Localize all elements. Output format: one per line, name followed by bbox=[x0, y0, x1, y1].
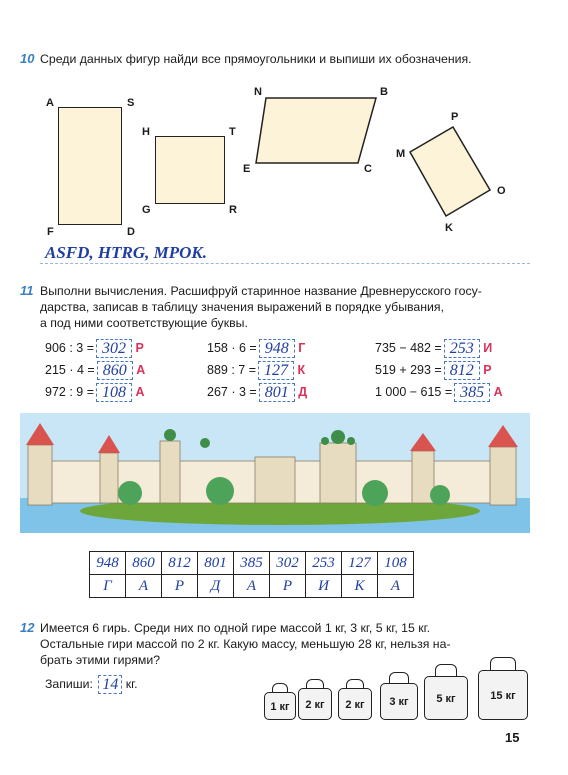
answer-box[interactable]: 860 bbox=[97, 361, 133, 380]
code-letter: А bbox=[493, 384, 503, 399]
table-cell[interactable]: Д bbox=[198, 575, 234, 598]
vertex-label: A bbox=[46, 97, 54, 109]
answer-box[interactable]: 812 bbox=[444, 361, 480, 380]
vertex-label: B bbox=[380, 86, 388, 98]
task-text-line: Выполни вычисления. Расшифруй старинное название Древнерусского госу- bbox=[40, 284, 482, 298]
vertex-label: N bbox=[254, 86, 262, 98]
table-cell[interactable]: И bbox=[306, 575, 342, 598]
table-cell[interactable]: 253 bbox=[306, 552, 342, 575]
task-text-line: брать этими гирями? bbox=[40, 653, 161, 667]
task-text: Среди данных фигур найди все прямоугольники и выпиши их обозначения. bbox=[40, 52, 472, 66]
answer-box[interactable]: 14 bbox=[98, 675, 122, 694]
answer-box[interactable]: 948 bbox=[259, 339, 295, 358]
vertex-label: H bbox=[142, 126, 150, 138]
table-cell[interactable]: 127 bbox=[342, 552, 378, 575]
code-letter: Г bbox=[298, 340, 306, 355]
rectangle-mpok bbox=[410, 127, 490, 216]
table-cell[interactable]: А bbox=[234, 575, 270, 598]
task-text bbox=[40, 620, 530, 668]
answer-box[interactable]: 801 bbox=[259, 383, 295, 402]
task-number: 11 bbox=[20, 283, 34, 298]
answer-box[interactable]: 253 bbox=[444, 339, 480, 358]
expression: 735 − 482 = bbox=[375, 340, 442, 355]
shapes-svg bbox=[0, 0, 568, 260]
answer-box[interactable]: 127 bbox=[258, 361, 294, 380]
code-letter: Р bbox=[483, 362, 492, 377]
table-row bbox=[90, 552, 414, 575]
vertex-label: C bbox=[364, 163, 372, 175]
code-letter: И bbox=[483, 340, 493, 355]
expression: 158 · 6 = bbox=[207, 340, 257, 355]
table-cell[interactable]: Р bbox=[270, 575, 306, 598]
weight-3kg: 3 кг bbox=[380, 683, 418, 720]
vertex-label: D bbox=[127, 226, 135, 238]
expression: 889 : 7 = bbox=[207, 362, 256, 377]
task-text-line: дарства, записав в таблицу значения выражений в порядке убывания, bbox=[40, 300, 444, 314]
table-cell[interactable]: 385 bbox=[234, 552, 270, 575]
kremlin-illustration bbox=[20, 413, 530, 533]
task-text-line: а под ними соответствующие буквы. bbox=[40, 316, 248, 330]
vertex-label: R bbox=[229, 204, 237, 216]
vertex-label: M bbox=[396, 148, 406, 160]
expr-col-2 bbox=[207, 339, 307, 405]
table-cell[interactable]: Р bbox=[162, 575, 198, 598]
vertex-label: E bbox=[243, 163, 251, 175]
code-letter: Р bbox=[135, 340, 144, 355]
task10-answer: ASFD, HTRG, MPOK. bbox=[45, 243, 207, 262]
table-cell[interactable]: 948 bbox=[90, 552, 126, 575]
expr-col-3 bbox=[375, 339, 503, 405]
expression: 215 · 4 = bbox=[45, 362, 95, 377]
table-cell[interactable]: Г bbox=[90, 575, 126, 598]
code-letter: А bbox=[135, 384, 145, 399]
expression: 1 000 − 615 = bbox=[375, 384, 453, 399]
task-number: 10 bbox=[20, 51, 35, 66]
code-letter: А bbox=[136, 362, 146, 377]
table-cell[interactable]: А bbox=[126, 575, 162, 598]
vertex-label: G bbox=[142, 204, 151, 216]
vertex-label: K bbox=[445, 222, 453, 234]
table-cell[interactable]: А bbox=[378, 575, 414, 598]
vertex-label: T bbox=[229, 126, 236, 138]
weight-2kg: 2 кг bbox=[338, 688, 372, 720]
expression: 267 · 3 = bbox=[207, 384, 257, 399]
expression: 906 : 3 = bbox=[45, 340, 94, 355]
table-cell[interactable]: К bbox=[342, 575, 378, 598]
table-cell[interactable]: 302 bbox=[270, 552, 306, 575]
answer-box[interactable]: 302 bbox=[96, 339, 132, 358]
vertex-label: S bbox=[127, 97, 135, 109]
write-answer-row bbox=[45, 675, 138, 694]
task-text bbox=[40, 283, 530, 331]
weight-15kg: 15 кг bbox=[478, 670, 528, 720]
parallelogram-nbce bbox=[256, 98, 376, 163]
expression: 519 + 293 = bbox=[375, 362, 442, 377]
expr-col-1 bbox=[45, 339, 145, 405]
vertex-label: P bbox=[451, 111, 459, 123]
table-cell[interactable]: 108 bbox=[378, 552, 414, 575]
table-row bbox=[90, 575, 414, 598]
write-label: Запиши: bbox=[45, 676, 93, 691]
page-number: 15 bbox=[505, 730, 520, 745]
weight-5kg: 5 кг bbox=[424, 676, 468, 720]
answer-box[interactable]: 108 bbox=[96, 383, 132, 402]
unit-label: кг. bbox=[125, 676, 138, 691]
vertex-label: F bbox=[47, 226, 54, 238]
weight-1kg: 1 кг bbox=[264, 692, 296, 720]
task-number: 12 bbox=[20, 620, 35, 635]
table-cell[interactable]: 801 bbox=[198, 552, 234, 575]
task-text-line: Имеется 6 гирь. Среди них по одной гире массой 1 кг, 3 кг, 5 кг, 15 кг. bbox=[40, 621, 431, 635]
code-letter: Д bbox=[298, 384, 308, 399]
table-cell[interactable]: 860 bbox=[126, 552, 162, 575]
decode-table bbox=[89, 551, 414, 598]
vertex-label: O bbox=[497, 185, 506, 197]
table-cell[interactable]: 812 bbox=[162, 552, 198, 575]
answer-box[interactable]: 385 bbox=[454, 383, 490, 402]
expression: 972 : 9 = bbox=[45, 384, 94, 399]
answer-line bbox=[40, 263, 530, 264]
code-letter: К bbox=[297, 362, 306, 377]
weight-2kg: 2 кг bbox=[298, 688, 332, 720]
weight-handle bbox=[490, 657, 516, 671]
task-text-line: Остальные гири массой по 2 кг. Какую массу, меньшую 28 кг, нельзя на- bbox=[40, 637, 451, 651]
